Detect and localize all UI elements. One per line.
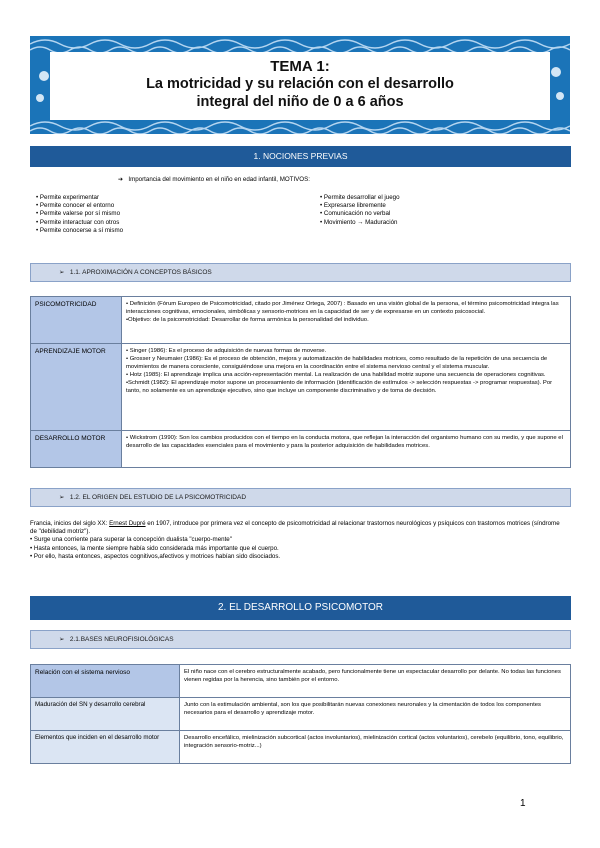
list-item: • Comunicación no verbal [320,210,391,218]
author-name: Ernest Dupré [109,520,146,527]
list-item: • Permite conocerse a sí mismo [36,226,124,234]
definition-cell: • Wickstrom (1990): Son los cambios producidos con el tiempo en la conducta motora, que reflejan la interacción del organismo humano con su medio, y que supone el desarrollo de las capacidades esenciales para el movimiento y para la posterior adquisición de habilidades motrices. [122,431,571,468]
table-row [31,431,571,468]
intro-text: Importancia del movimiento en el niño en edad infantil, MOTIVOS: [128,176,310,183]
term-cell: APRENDIZAJE MOTOR [31,344,122,431]
list-item: • Movimiento → Maduración [320,218,398,226]
definition-cell: El niño nace con el cerebro estructuralmente acabado, pero funcionalmente tiene un espectacular desarrollo por delante. No todas las funciones vienen regidas por la herencia, sino también por el entorno. [180,665,571,698]
table-row [31,665,571,698]
definition-cell: Desarrollo encefálico, mielinización subcortical (actos involuntarios), mielinización cortical (actos voluntarios), cerebelo (equilibrio, tono, equilibrio, integración sensorio-motriz...) [180,731,571,764]
list-item: • Hasta entonces, la mente siempre había sido considerada más importante que el cuerpo. [30,544,279,552]
table-row [31,731,571,764]
list-item: • Permite interactuar con otros [36,218,120,226]
bases-table [30,664,571,764]
definition-cell: • Definición (Fórum Europeo de Psicomotricidad, citado por Jiménez Ortega, 2007) : Basado en una visión global de la persona, el término psicomotricidad integra las interacciones cognitivas, emocionales, simbólicas y sensorio-motrices en la capacidad de ser y de expresarse en un contexto psicosocial. •Objetivo: de la psicomotricidad: Desarrollar de forma armónica la personalidad del individuo. [122,297,571,344]
title-box [50,52,550,120]
page-number: 1 [520,798,526,809]
list-item: • Surge una corriente para superar la concepción dualista "cuerpo-mente" [30,536,232,544]
definition-cell: Junto con la estimulación ambiental, son los que posibilitarán nuevas conexiones neuronales y la cimentación de todos los componentes necesarios para el desarrollo y aprendizaje motor. [180,698,571,731]
subsection-1-2-header: ➢ 1.2. EL ORIGEN DEL ESTUDIO DE LA PSICOMOTRICIDAD [30,488,571,507]
list-item: • Permite conocer el entorno [36,202,115,210]
list-item: • Expresarse libremente [320,202,386,210]
section-2-header: 2. EL DESARROLLO PSICOMOTOR [30,596,571,620]
motives-right-list [320,194,400,227]
title-banner [30,36,570,134]
motives-left-list [36,194,123,235]
arrowhead-icon: ➢ [59,269,65,276]
topic-title-line2: integral del niño de 0 a 6 años [196,94,404,110]
topic-title-line1: La motricidad y su relación con el desarrollo [146,76,454,92]
term-cell: PSICOMOTRICIDAD [31,297,122,344]
arrowhead-icon: ➢ [59,636,65,643]
list-item: • Permite experimentar [36,194,100,201]
table-row [31,344,571,431]
arrowhead-icon: ➢ [59,494,65,501]
origin-paragraph: Francia, inicios del siglo XX: Ernest Dupré en 1907, introduce por primera vez el concepto de psicomotricidad al relacionar trastornos neurológicos y psíquicos con trastornos motrices (síndrome de "debilidad motriz"). • Surge una corriente para superar la concepción dualista "cuerpo-mente" • Hasta entonces, la mente siempre había sido considerada más importante que el cuerpo. • Por ello, hasta entonces, aspectos cognitivos,afectivos y motrices habían sido disociados. [30,520,560,560]
table-row [31,297,571,344]
term-cell: Relación con el sistema nervioso [31,665,180,698]
list-item: • Permite desarrollar el juego [320,194,400,201]
list-item: • Permite valerse por sí mismo [36,210,121,218]
term-cell: Elementos que inciden en el desarrollo motor [31,731,180,764]
topic-number: TEMA 1: [270,58,330,75]
arrow-icon: ➔ [118,176,124,183]
intro-line [118,176,310,184]
term-cell: DESARROLLO MOTOR [31,431,122,468]
concepts-table [30,296,571,468]
subsection-1-1-header: ➢ 1.1. APROXIMACIÓN A CONCEPTOS BÁSICOS [30,263,571,282]
list-item: • Por ello, hasta entonces, aspectos cognitivos,afectivos y motrices habían sido disociados. [30,552,281,560]
section-1-header: 1. NOCIONES PREVIAS [30,146,571,167]
subsection-2-1-header: ➢ 2.1.BASES NEUROFISIOLÓGICAS [30,630,571,649]
term-cell: Maduración del SN y desarrollo cerebral [31,698,180,731]
definition-cell: • Singer (1986): Es el proceso de adquisición de nuevas formas de moverse. • Grosser y Neumaier (1986): Es el proceso de obtención, mejora y automatización de habilidades motrices, como resultado de la repetición de una secuencia de movimientos de manera consciente, consiguiéndose una mejora en la coordinación entre el sistema nervioso central y el sistema muscular. • Hotz (1985): El aprendizaje implica una acción-representación mental. La realización de una habilidad motriz supone una secuencia de operaciones cognitivas. •Schmidt (1982): El aprendizaje motor supone un procesamiento de información (identificación de estímulos -> selección respuestas -> programar respuestas). Por tanto, no solamente es un aprendizaje ejecutivo, sino que incluye un componente discriminativo y de toma de decisión. [122,344,571,431]
table-row [31,698,571,731]
